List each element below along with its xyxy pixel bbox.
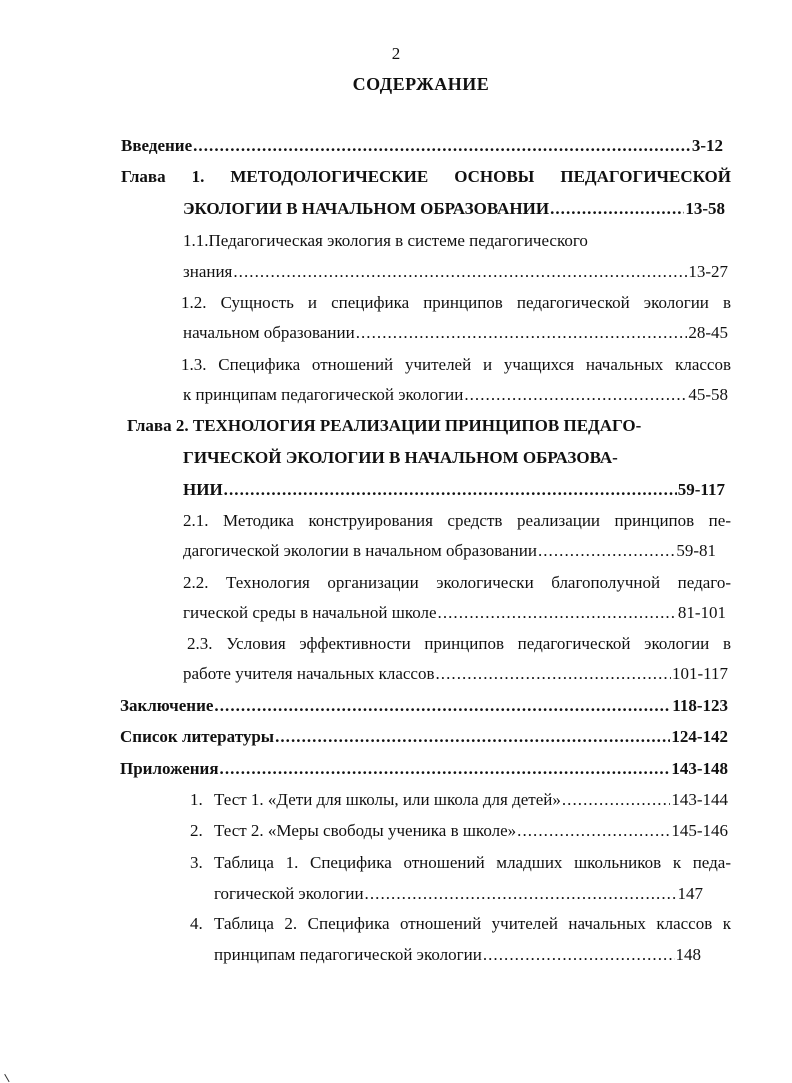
toc-appendix-4[interactable] xyxy=(190,914,731,934)
appendix-number: 1. xyxy=(190,790,203,809)
page-number: 2 xyxy=(391,44,401,63)
dot-leader xyxy=(220,759,671,779)
appendix-number: 3. xyxy=(190,853,203,872)
toc-section-line2: начальном образовании xyxy=(183,323,355,342)
toc-chapter2-pages: 59-117 xyxy=(677,480,725,499)
toc-section-line2: к принципам педагогической экологии xyxy=(183,385,464,404)
toc-chapter1-line2: ЭКОЛОГИИ В НАЧАЛЬНОМ ОБРАЗОВАНИИ xyxy=(183,199,550,218)
toc-chapter2-heading[interactable]: Глава 2. ТЕХНОЛОГИЯ РЕАЛИЗАЦИИ ПРИНЦИПОВ ПЕДАГО- xyxy=(127,416,642,435)
toc-section-line2: знания xyxy=(183,262,233,281)
toc-appendix-3[interactable] xyxy=(190,853,731,873)
toc-conclusion[interactable] xyxy=(120,696,728,716)
toc-section-line2: дагогической экологии в начальном образовании xyxy=(183,541,537,560)
dot-leader xyxy=(562,790,670,810)
dot-leader xyxy=(438,603,677,623)
dot-leader xyxy=(233,262,687,282)
toc-section-2-1-cont[interactable] xyxy=(183,541,716,561)
toc-section-pages: 101-117 xyxy=(671,664,728,683)
appendix-number: 2. xyxy=(190,821,203,840)
toc-section-line2: работе учителя начальных классов xyxy=(183,664,435,683)
toc-section-pages: 28-45 xyxy=(688,323,728,342)
toc-section-2-1[interactable]: 2.1. Методика конструирования средств реализации принципов пе- xyxy=(183,511,731,530)
dot-leader xyxy=(464,385,687,405)
toc-appendix-4-cont[interactable] xyxy=(214,945,701,965)
appendix-title: Тест 2. «Меры свободы ученика в школе» xyxy=(214,821,517,840)
toc-section-1-2[interactable]: 1.2. Сущность и специфика принципов педагогической экологии в xyxy=(181,293,731,312)
appendix-number: 4. xyxy=(190,914,203,933)
toc-section-1-2-cont[interactable] xyxy=(183,323,728,343)
dot-leader xyxy=(483,945,675,965)
toc-intro[interactable] xyxy=(121,136,723,156)
toc-section-pages: 13-27 xyxy=(688,262,728,281)
toc-section-pages: 59-81 xyxy=(676,541,716,560)
toc-chapter2-heading-line2[interactable]: ГИЧЕСКОЙ ЭКОЛОГИИ В НАЧАЛЬНОМ ОБРАЗОВА- xyxy=(183,448,618,467)
toc-appendices-label: Приложения xyxy=(120,759,219,778)
toc-conclusion-label: Заключение xyxy=(120,696,214,715)
appendix-title: Таблица 2. Специфика отношений учителей начальных классов к xyxy=(214,914,731,933)
toc-section-2-2-cont[interactable] xyxy=(183,603,726,623)
toc-appendices[interactable] xyxy=(120,759,728,779)
toc-references-label: Список литературы xyxy=(120,727,275,746)
toc-section-pages: 45-58 xyxy=(688,385,728,404)
toc-section-line2: гической среды в начальной школе xyxy=(183,603,437,622)
appendix-pages: 145-146 xyxy=(671,821,728,840)
toc-section-1-1-cont[interactable] xyxy=(183,262,728,282)
appendix-pages: 148 xyxy=(675,945,701,964)
dot-leader xyxy=(356,323,688,343)
toc-section-1-3[interactable]: 1.3. Специфика отношений учителей и учащихся начальных классов xyxy=(181,355,731,374)
dot-leader xyxy=(550,199,684,219)
toc-appendix-1[interactable] xyxy=(190,790,728,810)
toc-chapter2-heading-cont[interactable] xyxy=(183,480,725,500)
toc-section-2-3[interactable]: 2.3. Условия эффективности принципов педагогической экологии в xyxy=(187,634,731,653)
dot-leader xyxy=(224,480,677,500)
toc-section-1-1[interactable]: 1.1.Педагогическая экология в системе педагогического xyxy=(183,231,588,250)
dot-leader xyxy=(365,884,677,904)
toc-chapter1-pages: 13-58 xyxy=(685,199,725,218)
page-title: СОДЕРЖАНИЕ xyxy=(352,74,490,94)
toc-section-1-3-cont[interactable] xyxy=(183,385,728,405)
toc-section-2-3-cont[interactable] xyxy=(183,664,728,684)
toc-references-pages: 124-142 xyxy=(671,727,728,746)
appendix-pages: 147 xyxy=(677,884,703,903)
toc-section-pages: 81-101 xyxy=(677,603,726,622)
dot-leader xyxy=(436,664,671,684)
dot-leader xyxy=(538,541,675,561)
dot-leader xyxy=(193,136,691,156)
appendix-title-cont: принципам педагогической экологии xyxy=(214,945,482,964)
toc-appendix-3-cont[interactable] xyxy=(214,884,703,904)
toc-chapter1-heading-cont[interactable] xyxy=(183,199,725,219)
toc-chapter2-line3: НИИ xyxy=(183,480,223,499)
appendix-title: Таблица 1. Специфика отношений младших школьников к педа- xyxy=(214,853,731,872)
dot-leader xyxy=(214,696,671,716)
dot-leader xyxy=(517,821,670,841)
toc-section-2-2[interactable]: 2.2. Технология организации экологически благополучной педаго- xyxy=(183,573,731,592)
toc-references[interactable] xyxy=(120,727,728,747)
toc-appendix-2[interactable] xyxy=(190,821,728,841)
toc-chapter1-heading[interactable]: Глава 1. МЕТОДОЛОГИЧЕСКИЕ ОСНОВЫ ПЕДАГОГИЧЕСКОЙ xyxy=(121,167,731,186)
toc-conclusion-pages: 118-123 xyxy=(672,696,728,715)
dot-leader xyxy=(275,727,670,747)
toc-intro-pages: 3-12 xyxy=(691,136,723,155)
appendix-title-cont: гогической экологии xyxy=(214,884,364,903)
scan-mark xyxy=(4,1071,15,1082)
appendix-pages: 143-144 xyxy=(671,790,728,809)
toc-appendices-pages: 143-148 xyxy=(671,759,728,778)
toc-intro-label: Введение xyxy=(121,136,193,155)
appendix-title: Тест 1. «Дети для школы, или школа для детей» xyxy=(214,790,561,809)
